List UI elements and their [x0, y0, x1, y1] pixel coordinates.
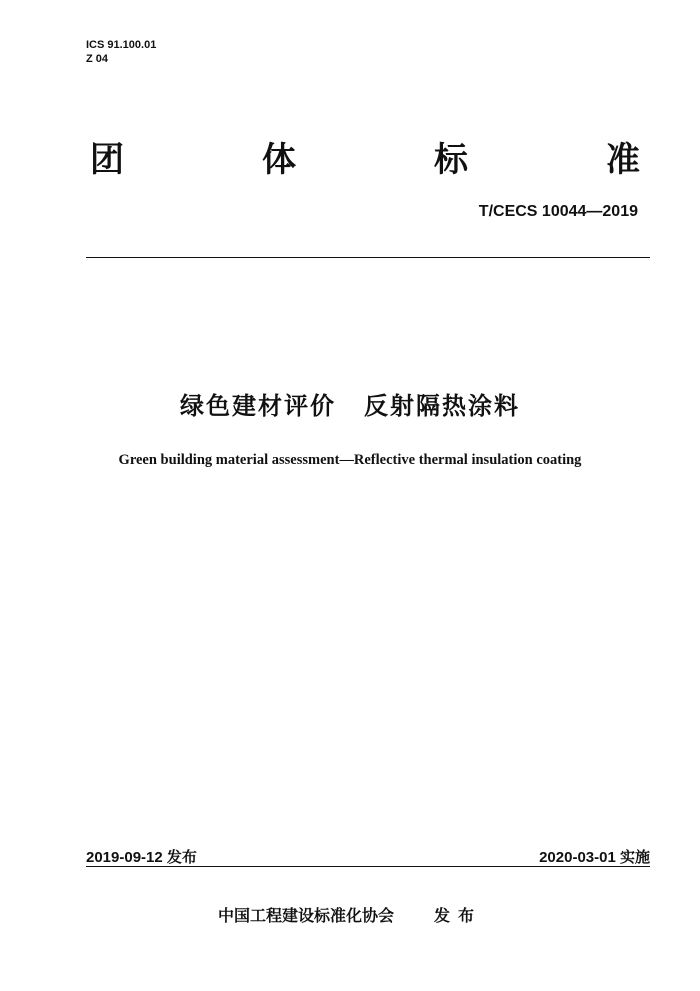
ics-code: ICS 91.100.01: [86, 39, 157, 51]
heading-char: 体: [262, 140, 296, 180]
document-type-heading: [90, 138, 640, 182]
heading-char: 准: [606, 140, 640, 180]
publisher-name: 中国工程建设标准化协会: [217, 906, 394, 925]
implementation-date: 2020-03-01 实施: [539, 849, 650, 866]
classification-block: [86, 38, 156, 66]
heading-char: 团: [90, 140, 124, 180]
publisher-action: 发布: [434, 906, 483, 925]
classification-code: Z 04: [86, 53, 109, 65]
title-chinese-part2: 反射隔热涂料: [364, 392, 520, 420]
title-chinese: [0, 386, 700, 421]
heading-char: 标: [434, 140, 468, 180]
publisher-line: [0, 903, 700, 926]
title-english: Green building material assessment—Reflective thermal insulation coating: [118, 452, 582, 468]
bottom-divider: [86, 866, 650, 867]
title-chinese-part1: 绿色建材评价: [180, 392, 336, 420]
top-divider: [86, 257, 650, 258]
issue-date: 2019-09-12 发布: [86, 849, 197, 866]
standard-number: T/CECS 10044—2019: [478, 203, 638, 220]
